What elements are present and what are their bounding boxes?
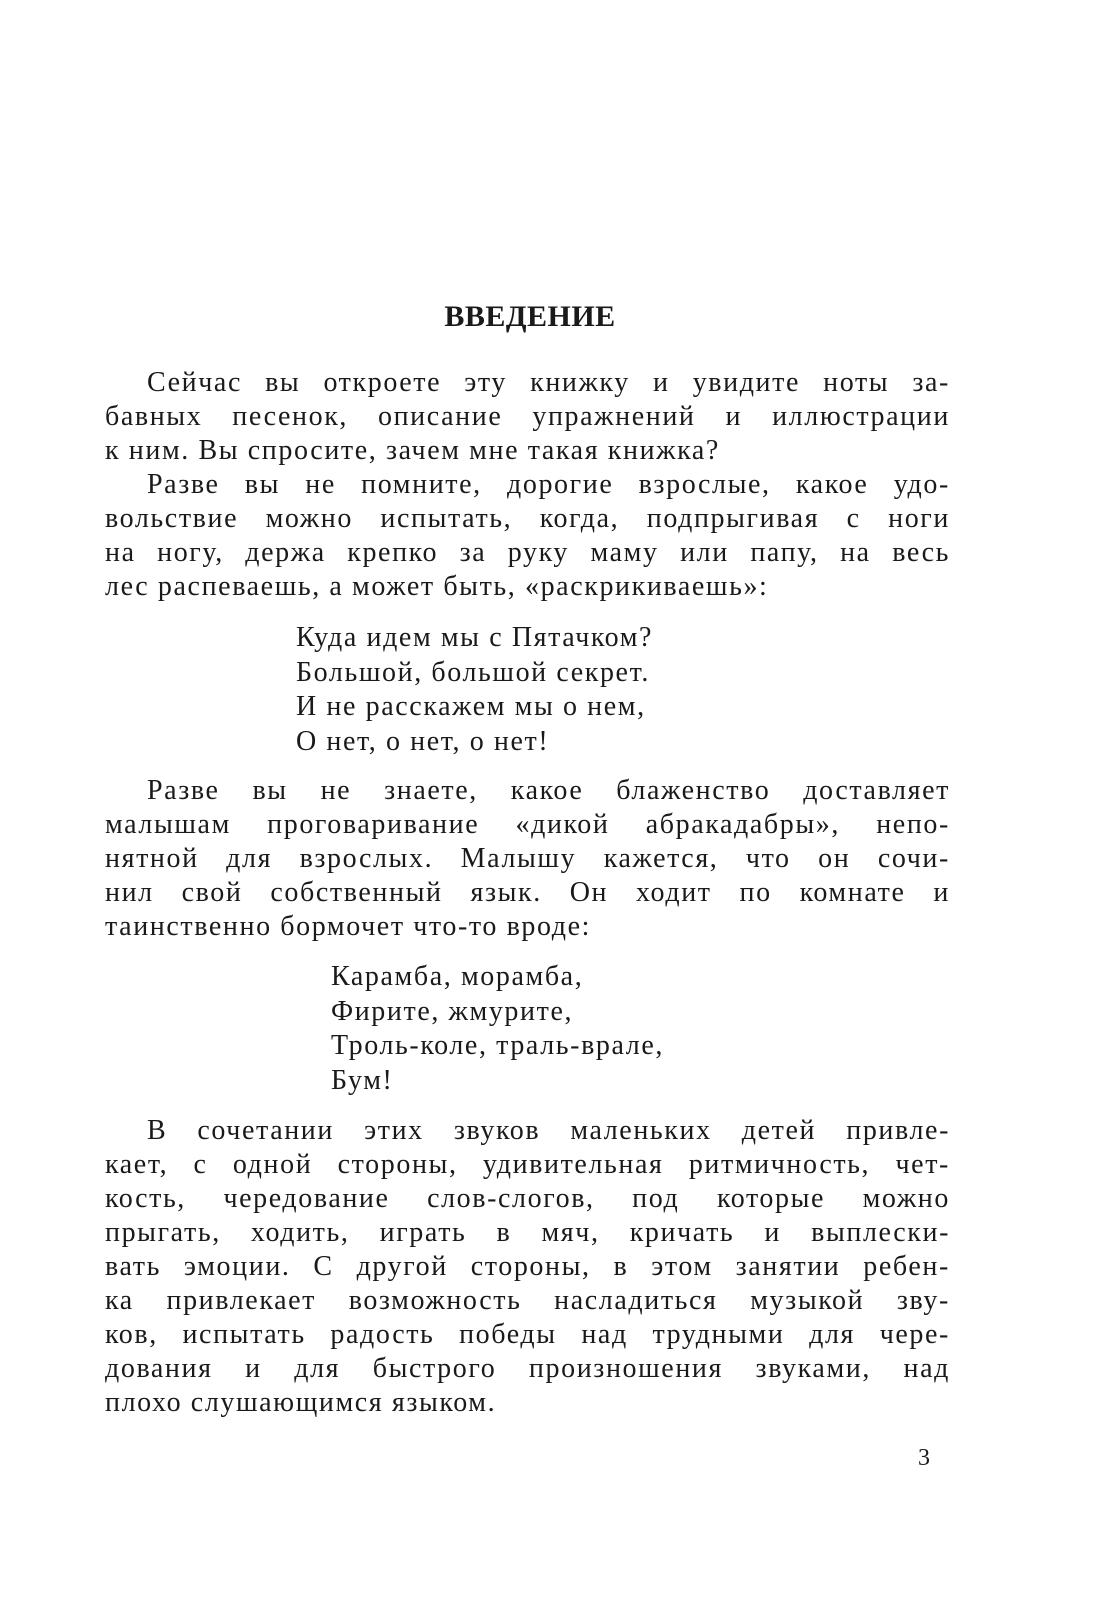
word: удивительная [482, 1149, 664, 1180]
word: слов-слогов, [427, 1183, 595, 1214]
word: свой [181, 877, 243, 908]
word: за [459, 537, 487, 568]
word: для [226, 843, 273, 874]
word: когда, [539, 503, 620, 534]
word: Сейчас [147, 367, 242, 398]
word: В [147, 1115, 168, 1146]
word: и [245, 1353, 262, 1384]
word: крепко [347, 537, 439, 568]
word: и [652, 367, 670, 398]
word: стороны, [337, 1149, 458, 1180]
word: язык. [470, 877, 542, 908]
paragraph-3-line [105, 876, 950, 910]
word: увидите [692, 367, 800, 398]
word: насладиться [554, 1285, 718, 1316]
word: которые [716, 1183, 826, 1214]
word: в [496, 1217, 512, 1248]
paragraph-2-line [105, 502, 950, 536]
page-number: 3 [918, 1445, 930, 1471]
word: дования [105, 1353, 213, 1384]
word: прыгать, [105, 1217, 221, 1248]
paragraph-3-line [105, 774, 950, 808]
word: «дикой [515, 809, 610, 840]
word: можно [862, 1183, 950, 1214]
word: какое [510, 775, 584, 806]
word: звуков [453, 1115, 541, 1146]
word: произношения [528, 1353, 723, 1384]
word: вы [265, 367, 301, 398]
word: зву- [896, 1285, 950, 1316]
word: за- [912, 367, 950, 398]
word: одной [232, 1149, 313, 1180]
word: радость [330, 1319, 435, 1350]
word: по [739, 877, 772, 908]
word: весь [892, 537, 950, 568]
paragraph-4-line [105, 1284, 950, 1318]
paragraph-4-line [105, 1148, 950, 1182]
word: детей [741, 1115, 817, 1146]
paragraph-2 [105, 468, 950, 604]
verse-2-line: Карамба, морамба, [331, 961, 584, 992]
word: выплески- [811, 1217, 950, 1248]
word: этом [651, 1251, 713, 1282]
word: вы [244, 469, 281, 500]
word: подпрыгивая [646, 503, 820, 534]
paragraph-3-line: таинственно бормочет что-то вроде: [105, 911, 592, 942]
paragraph-3-line [105, 808, 950, 842]
word: песенок, [232, 401, 348, 432]
word: на [840, 537, 871, 568]
word: над [581, 1319, 628, 1350]
word: Разве [147, 775, 220, 806]
word: под [632, 1183, 680, 1214]
word: сочетании [197, 1115, 334, 1146]
word: откроете [323, 367, 442, 398]
word: руку [507, 537, 570, 568]
word: ритмичность, [688, 1149, 871, 1180]
word: быстрого [372, 1353, 497, 1384]
word: помните, [361, 469, 482, 500]
word: удо- [893, 469, 950, 500]
word: ков, [105, 1319, 158, 1350]
word: доставляет [803, 775, 950, 806]
word: с [846, 503, 861, 534]
word: с [193, 1149, 208, 1180]
word: для [294, 1353, 341, 1384]
paragraph-1-line [105, 400, 950, 434]
word: С [313, 1251, 334, 1282]
word: ка [105, 1285, 134, 1316]
word: держа [245, 537, 326, 568]
word: ходить, [250, 1217, 350, 1248]
word: и [764, 1217, 782, 1248]
word: другой [356, 1251, 448, 1282]
word: проговаривание [267, 809, 480, 840]
paragraph-1-line: к ним. Вы спросите, зачем мне такая книжка? [105, 435, 720, 466]
word: он [818, 843, 851, 874]
word: дорогие [507, 469, 614, 500]
paragraph-4-line [105, 1182, 950, 1216]
word: взрослые, [638, 469, 771, 500]
word: стороны, [470, 1251, 591, 1282]
word: музыкой [750, 1285, 865, 1316]
word: что [745, 843, 791, 874]
paragraph-4-line [105, 1114, 950, 1148]
word: маленьких [570, 1115, 712, 1146]
word: Малышу [460, 843, 577, 874]
word: испытать [182, 1319, 306, 1350]
word: комнате [799, 877, 906, 908]
word: сочи- [877, 843, 950, 874]
paragraph-1 [105, 366, 950, 468]
word: чере- [879, 1319, 950, 1350]
word: нил [105, 877, 154, 908]
word: испытать, [380, 503, 513, 534]
word: можно [265, 503, 353, 534]
word: привле- [846, 1115, 950, 1146]
word: или [680, 537, 729, 568]
verse-2-line: Троль-коле, траль-врале, [331, 1030, 664, 1061]
word: эту [464, 367, 507, 398]
paragraph-4-line [105, 1352, 950, 1386]
word: кричать [629, 1217, 735, 1248]
word: звуками, [755, 1353, 871, 1384]
word: взрослых. [299, 843, 434, 874]
paragraph-4-line: плохо слушающимся языком. [105, 1387, 497, 1418]
word: какое [795, 469, 869, 500]
paragraph-4-line [105, 1250, 950, 1284]
word: блаженство [616, 775, 771, 806]
word: для [809, 1319, 856, 1350]
word: малышам [105, 809, 231, 840]
word: Он [569, 877, 609, 908]
paragraph-4 [105, 1114, 950, 1420]
word: эмоции. [183, 1251, 291, 1282]
verse-2 [331, 960, 664, 1098]
word: победы [459, 1319, 557, 1350]
paragraph-3 [105, 774, 950, 944]
word: вать [105, 1251, 161, 1282]
paragraph-4-line [105, 1216, 950, 1250]
word: маму [590, 537, 659, 568]
word: мяч, [541, 1217, 600, 1248]
word: описание [378, 401, 503, 432]
word: и [725, 401, 743, 432]
verse-1 [296, 621, 653, 759]
word: знаете, [384, 775, 478, 806]
word: кажется, [603, 843, 719, 874]
word: упражнений [532, 401, 696, 432]
word: кость, [105, 1183, 186, 1214]
word: книжку [530, 367, 630, 398]
word: вы [252, 775, 288, 806]
word: не [320, 775, 352, 806]
paragraph-2-line [105, 468, 950, 502]
word: собственный [270, 877, 443, 908]
word: ноты [823, 367, 890, 398]
word: вольствие [105, 503, 239, 534]
paragraph-3-line [105, 842, 950, 876]
word: Разве [147, 469, 220, 500]
paragraph-1-line [105, 366, 950, 400]
page-title: ВВЕДЕНИЕ [444, 300, 616, 333]
word: трудными [652, 1319, 785, 1350]
word: привлекает [166, 1285, 316, 1316]
word: возможность [348, 1285, 522, 1316]
word: ноги [888, 503, 950, 534]
verse-1-line: Куда идем мы с Пятачком? [296, 622, 654, 653]
word: абракадабры», [645, 809, 840, 840]
word: иллюстрации [772, 401, 950, 432]
verse-2-line: Бум! [331, 1064, 394, 1096]
word: не [305, 469, 336, 500]
word: бавных [105, 401, 203, 432]
word: кает, [105, 1149, 169, 1180]
verse-1-line: О нет, о нет, о нет! [296, 725, 550, 757]
word: папу, [750, 537, 819, 568]
word: и [933, 877, 950, 908]
verse-1-line: И не расскажем мы о нем, [296, 691, 646, 722]
verse-2-line: Фирите, жмурите, [331, 995, 574, 1027]
word: в [613, 1251, 629, 1282]
paragraph-4-line [105, 1318, 950, 1352]
word: занятии [735, 1251, 841, 1282]
verse-1-line: Большой, большой секрет. [296, 656, 650, 688]
word: ребен- [863, 1251, 950, 1282]
word: играть [379, 1217, 467, 1248]
word: этих [364, 1115, 424, 1146]
word: нятной [105, 843, 199, 874]
word: чет- [895, 1149, 950, 1180]
word: непо- [876, 809, 950, 840]
word: ногу, [157, 537, 224, 568]
paragraph-2-line [105, 536, 950, 570]
word: над [903, 1353, 950, 1384]
paragraph-2-line: лес распеваешь, а может быть, «раскрикиваешь»: [105, 571, 769, 602]
word: ходит [636, 877, 712, 908]
word: чередование [223, 1183, 390, 1214]
word: на [105, 537, 136, 568]
